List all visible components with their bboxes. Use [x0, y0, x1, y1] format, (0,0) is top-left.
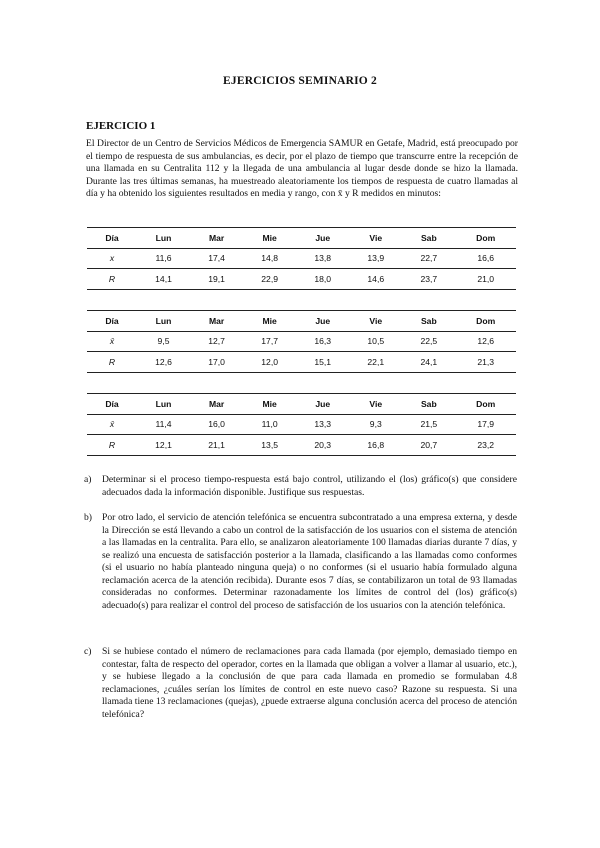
table-row — [87, 435, 516, 456]
table-cell: 16,3 — [296, 331, 349, 352]
question-text: Si se hubiese contado el número de reclamaciones para cada llamada (por ejemplo, demasiado tiempo en contestar, falta de respecto del operador, cortes en la llamada que obligan a volver a llamar al usuario, etc.), y se hubiese llegado a la conclusión de que para cada llamada en promedio se formulaban 4.8 reclamaciones, ¿cuáles serían los límites de control en este nuevo caso? Razone su respuesta. Si una llamada tiene 13 reclamaciones (quejas), ¿puede extraerse alguna conclusión acerca del proceso de atención telefónica? — [102, 646, 517, 720]
table-cell: 11,4 — [137, 414, 190, 435]
table-cell: Día — [87, 394, 137, 415]
question-label: b) — [84, 512, 92, 523]
table-cell: R — [87, 269, 137, 290]
table-row — [87, 352, 516, 373]
table-cell: Mie — [243, 311, 296, 332]
table-row — [87, 331, 516, 352]
table-cell: 14,8 — [243, 248, 296, 269]
table-cell: Vie — [349, 394, 402, 415]
table-cell: Día — [87, 228, 137, 249]
table-cell: Jue — [296, 394, 349, 415]
table-cell: 20,7 — [402, 435, 455, 456]
table-header-row — [87, 394, 516, 415]
data-table-week-1 — [87, 227, 516, 290]
table-cell: 12,0 — [243, 352, 296, 373]
table-cell: 14,6 — [349, 269, 402, 290]
table-cell: 13,3 — [296, 414, 349, 435]
table-cell: 22,5 — [402, 331, 455, 352]
table-cell: 12,6 — [455, 331, 516, 352]
table-row — [87, 269, 516, 290]
table-cell: x̄ — [87, 414, 137, 435]
table-cell: Sab — [402, 394, 455, 415]
table-row — [87, 414, 516, 435]
question-a — [84, 474, 517, 499]
question-text: Por otro lado, el servicio de atención telefónica se encuentra subcontratado a una empresa externa, y desde la Dirección se está llevando a cabo un control de la satisfacción de los usuarios con el sistema de atención a las llamadas en la centralita. Para ello, se analizaron aleatoriamente 100 llamadas diarias durante 7 días, y se realizó una encuesta de satisfacción posterior a la llamada, clasificando a las llamadas como conformes (si el usuario no había planteado ninguna queja) o no conformes (si el usuario había formulado alguna reclamación acerca de la atención recibida). Durante esos 7 días, se contabilizaron un total de 93 llamadas consideradas no conformes. Determinar razonadamente los límites de control del (los) gráfico(s) adecuado(s) para realizar el control del proceso de satisfacción de los usuarios con la atención telefónica. — [102, 512, 517, 611]
exercise-heading: EJERCICIO 1 — [86, 120, 156, 132]
table-cell: Mie — [243, 228, 296, 249]
table-cell: Dom — [455, 311, 516, 332]
table-cell: Día — [87, 311, 137, 332]
table-cell: R — [87, 352, 137, 373]
table-cell: 12,1 — [137, 435, 190, 456]
table-cell: Jue — [296, 311, 349, 332]
question-label: c) — [84, 646, 92, 657]
table-cell: Mar — [190, 311, 243, 332]
table-cell: 14,1 — [137, 269, 190, 290]
table-cell: 22,1 — [349, 352, 402, 373]
table-cell: 13,8 — [296, 248, 349, 269]
table-cell: 16,6 — [455, 248, 516, 269]
table-cell: 12,6 — [137, 352, 190, 373]
table-cell: 21,5 — [402, 414, 455, 435]
table-cell: 13,9 — [349, 248, 402, 269]
table-cell: 11,6 — [137, 248, 190, 269]
table-header-row — [87, 228, 516, 249]
table-cell: 13,5 — [243, 435, 296, 456]
table-cell: 11,0 — [243, 414, 296, 435]
table-cell: 20,3 — [296, 435, 349, 456]
table-cell: 17,0 — [190, 352, 243, 373]
table-cell: Lun — [137, 228, 190, 249]
table-cell: 19,1 — [190, 269, 243, 290]
table-cell: Vie — [349, 228, 402, 249]
table-header-row — [87, 311, 516, 332]
data-table-week-3 — [87, 393, 516, 456]
table-cell: 24,1 — [402, 352, 455, 373]
intro-paragraph: El Director de un Centro de Servicios Médicos de Emergencia SAMUR en Getafe, Madrid, está preocupado por el tiempo de respuesta de sus ambulancias, es decir, por el plazo de tiempo que transcurre entre la recepción de una llamada en su Centralita 112 y la llegada de una ambulancia al lugar desde donde se hizo la llamada. Durante las tres últimas semanas, ha muestreado aleatoriamente los tiempos de respuesta de cuatro llamadas al día y ha obtenido los siguientes resultados en media y rango, con x̄ y R medidos en minutos: — [86, 138, 518, 199]
table-cell: R — [87, 435, 137, 456]
table-cell: 16,8 — [349, 435, 402, 456]
question-b — [84, 512, 517, 612]
table-cell: Sab — [402, 311, 455, 332]
table-cell: 9,3 — [349, 414, 402, 435]
table-cell: Dom — [455, 228, 516, 249]
table-row — [87, 248, 516, 269]
table-cell: Mie — [243, 394, 296, 415]
table-cell: 12,7 — [190, 331, 243, 352]
table-cell: 23,2 — [455, 435, 516, 456]
data-table-week-2 — [87, 310, 516, 373]
table-cell: 18,0 — [296, 269, 349, 290]
table-cell: Lun — [137, 311, 190, 332]
table-cell: x̄ — [87, 331, 137, 352]
table-cell: 10,5 — [349, 331, 402, 352]
question-text: Determinar si el proceso tiempo-respuesta está bajo control, utilizando el (los) gráfico(s) que considere adecuados dada la información disponible. Justifique sus respuestas. — [102, 474, 517, 498]
table-cell: 17,9 — [455, 414, 516, 435]
table-cell: Mar — [190, 228, 243, 249]
table-cell: 17,4 — [190, 248, 243, 269]
table-cell: Sab — [402, 228, 455, 249]
table-cell: x — [87, 248, 137, 269]
document-title: EJERCICIOS SEMINARIO 2 — [223, 75, 377, 87]
table-cell: 23,7 — [402, 269, 455, 290]
table-cell: 21,0 — [455, 269, 516, 290]
table-cell: Dom — [455, 394, 516, 415]
table-cell: 16,0 — [190, 414, 243, 435]
table-cell: Mar — [190, 394, 243, 415]
table-cell: 17,7 — [243, 331, 296, 352]
table-cell: Vie — [349, 311, 402, 332]
table-cell: 15,1 — [296, 352, 349, 373]
table-cell: Lun — [137, 394, 190, 415]
table-cell: 9,5 — [137, 331, 190, 352]
table-cell: 22,7 — [402, 248, 455, 269]
table-cell: Jue — [296, 228, 349, 249]
table-cell: 21,1 — [190, 435, 243, 456]
table-cell: 21,3 — [455, 352, 516, 373]
table-cell: 22,9 — [243, 269, 296, 290]
question-label: a) — [84, 474, 92, 485]
question-c — [84, 646, 517, 721]
